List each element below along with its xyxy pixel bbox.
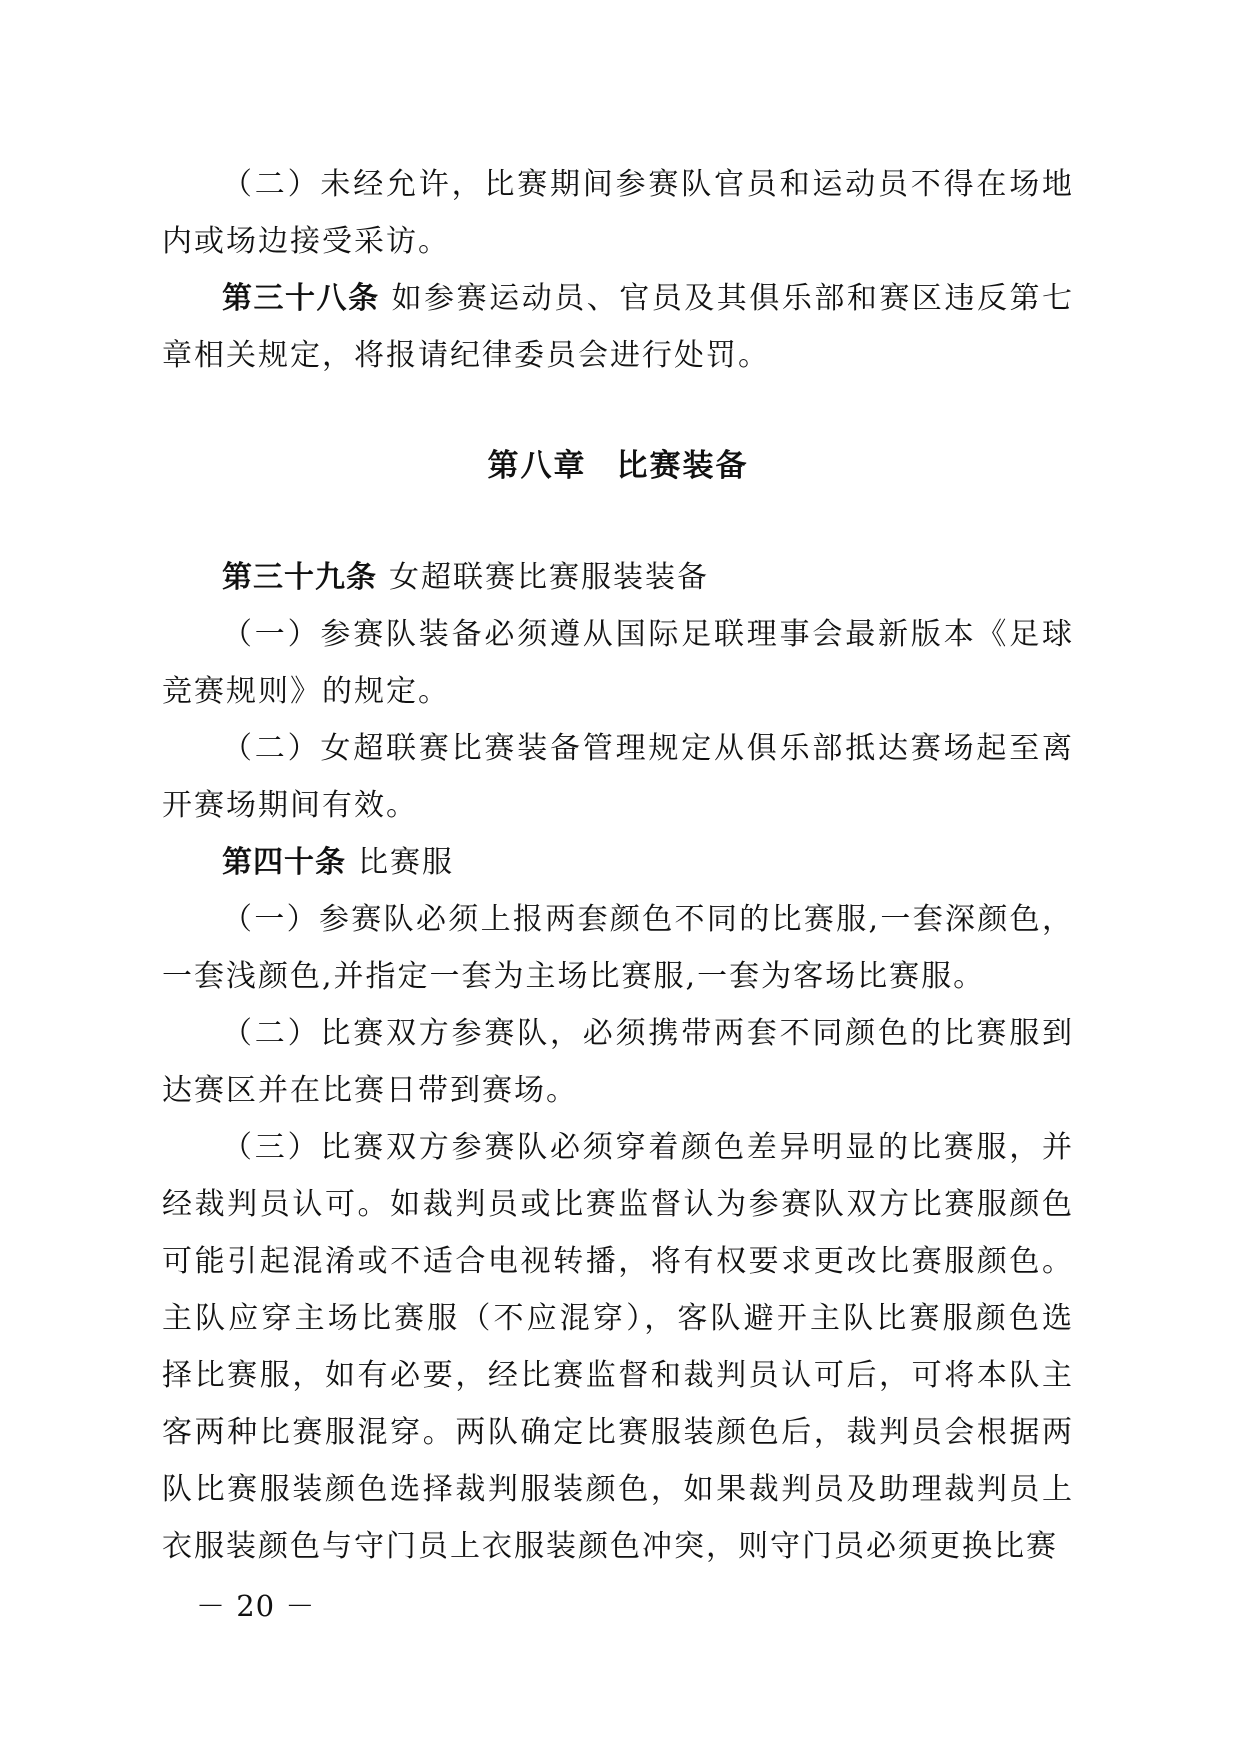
chapter-number: 第八章: [487, 448, 587, 484]
chapter-title: 比赛装备: [616, 448, 749, 484]
article-40-item-2: [162, 1005, 1074, 1119]
article-39: [162, 549, 1074, 606]
paragraph-text: 如参赛运动员、官员及其俱乐部和赛区违反第七章相关规定，将报请纪律委员会进行处罚。: [162, 281, 1075, 373]
article-heading: 第三十八条: [222, 281, 380, 316]
article-39-item-2: [162, 720, 1074, 834]
paragraph-text: （三）比赛双方参赛队必须穿着颜色差异明显的比赛服，并经裁判员认可。如裁判员或比赛监督认为参赛队双方比赛服颜色可能引起混淆或不适合电视转播，将有权要求更改比赛服颜色。主队应穿主场比赛服（不应混穿），客队避开主队比赛服颜色选择比赛服，如有必要，经比赛监督和裁判员认可后，可将本队主客两种比赛服混穿。两队确定比赛服装颜色后，裁判员会根据两队比赛服装颜色选择裁判服装颜色，如果裁判员及助理裁判员上衣服装颜色与守门员上衣服装颜色冲突，则守门员必须更换比赛: [162, 1130, 1074, 1564]
article-heading: 第三十九条: [222, 560, 377, 595]
page-number: － 20 －: [196, 1589, 316, 1623]
article-40-item-3: [162, 1119, 1074, 1575]
paragraph-text: （二）女超联赛比赛装备管理规定从俱乐部抵达赛场起至离开赛场期间有效。: [162, 731, 1074, 823]
paragraph-text: （二）比赛双方参赛队，必须携带两套不同颜色的比赛服到达赛区并在比赛日带到赛场。: [162, 1016, 1074, 1108]
article-heading: 第四十条: [222, 845, 346, 880]
article-40-item-1: [162, 891, 1074, 1005]
paragraph-top-1: [162, 156, 1074, 270]
paragraph-text: 比赛服: [358, 845, 454, 880]
body-text: [162, 156, 1074, 1575]
paragraph-text: （一）参赛队必须上报两套颜色不同的比赛服,一套深颜色，一套浅颜色,并指定一套为主场比赛服,一套为客场比赛服。: [162, 902, 1074, 994]
paragraph-text: （一）参赛队装备必须遵从国际足联理事会最新版本《足球竞赛规则》的规定。: [162, 617, 1074, 709]
article-39-item-1: [162, 606, 1074, 720]
article-40: [162, 834, 1074, 891]
paragraph-text: 女超联赛比赛服装装备: [389, 560, 709, 595]
article-38: [162, 270, 1074, 384]
chapter-heading: [162, 438, 1074, 495]
paragraph-text: （二）未经允许，比赛期间参赛队官员和运动员不得在场地内或场边接受采访。: [162, 167, 1074, 259]
